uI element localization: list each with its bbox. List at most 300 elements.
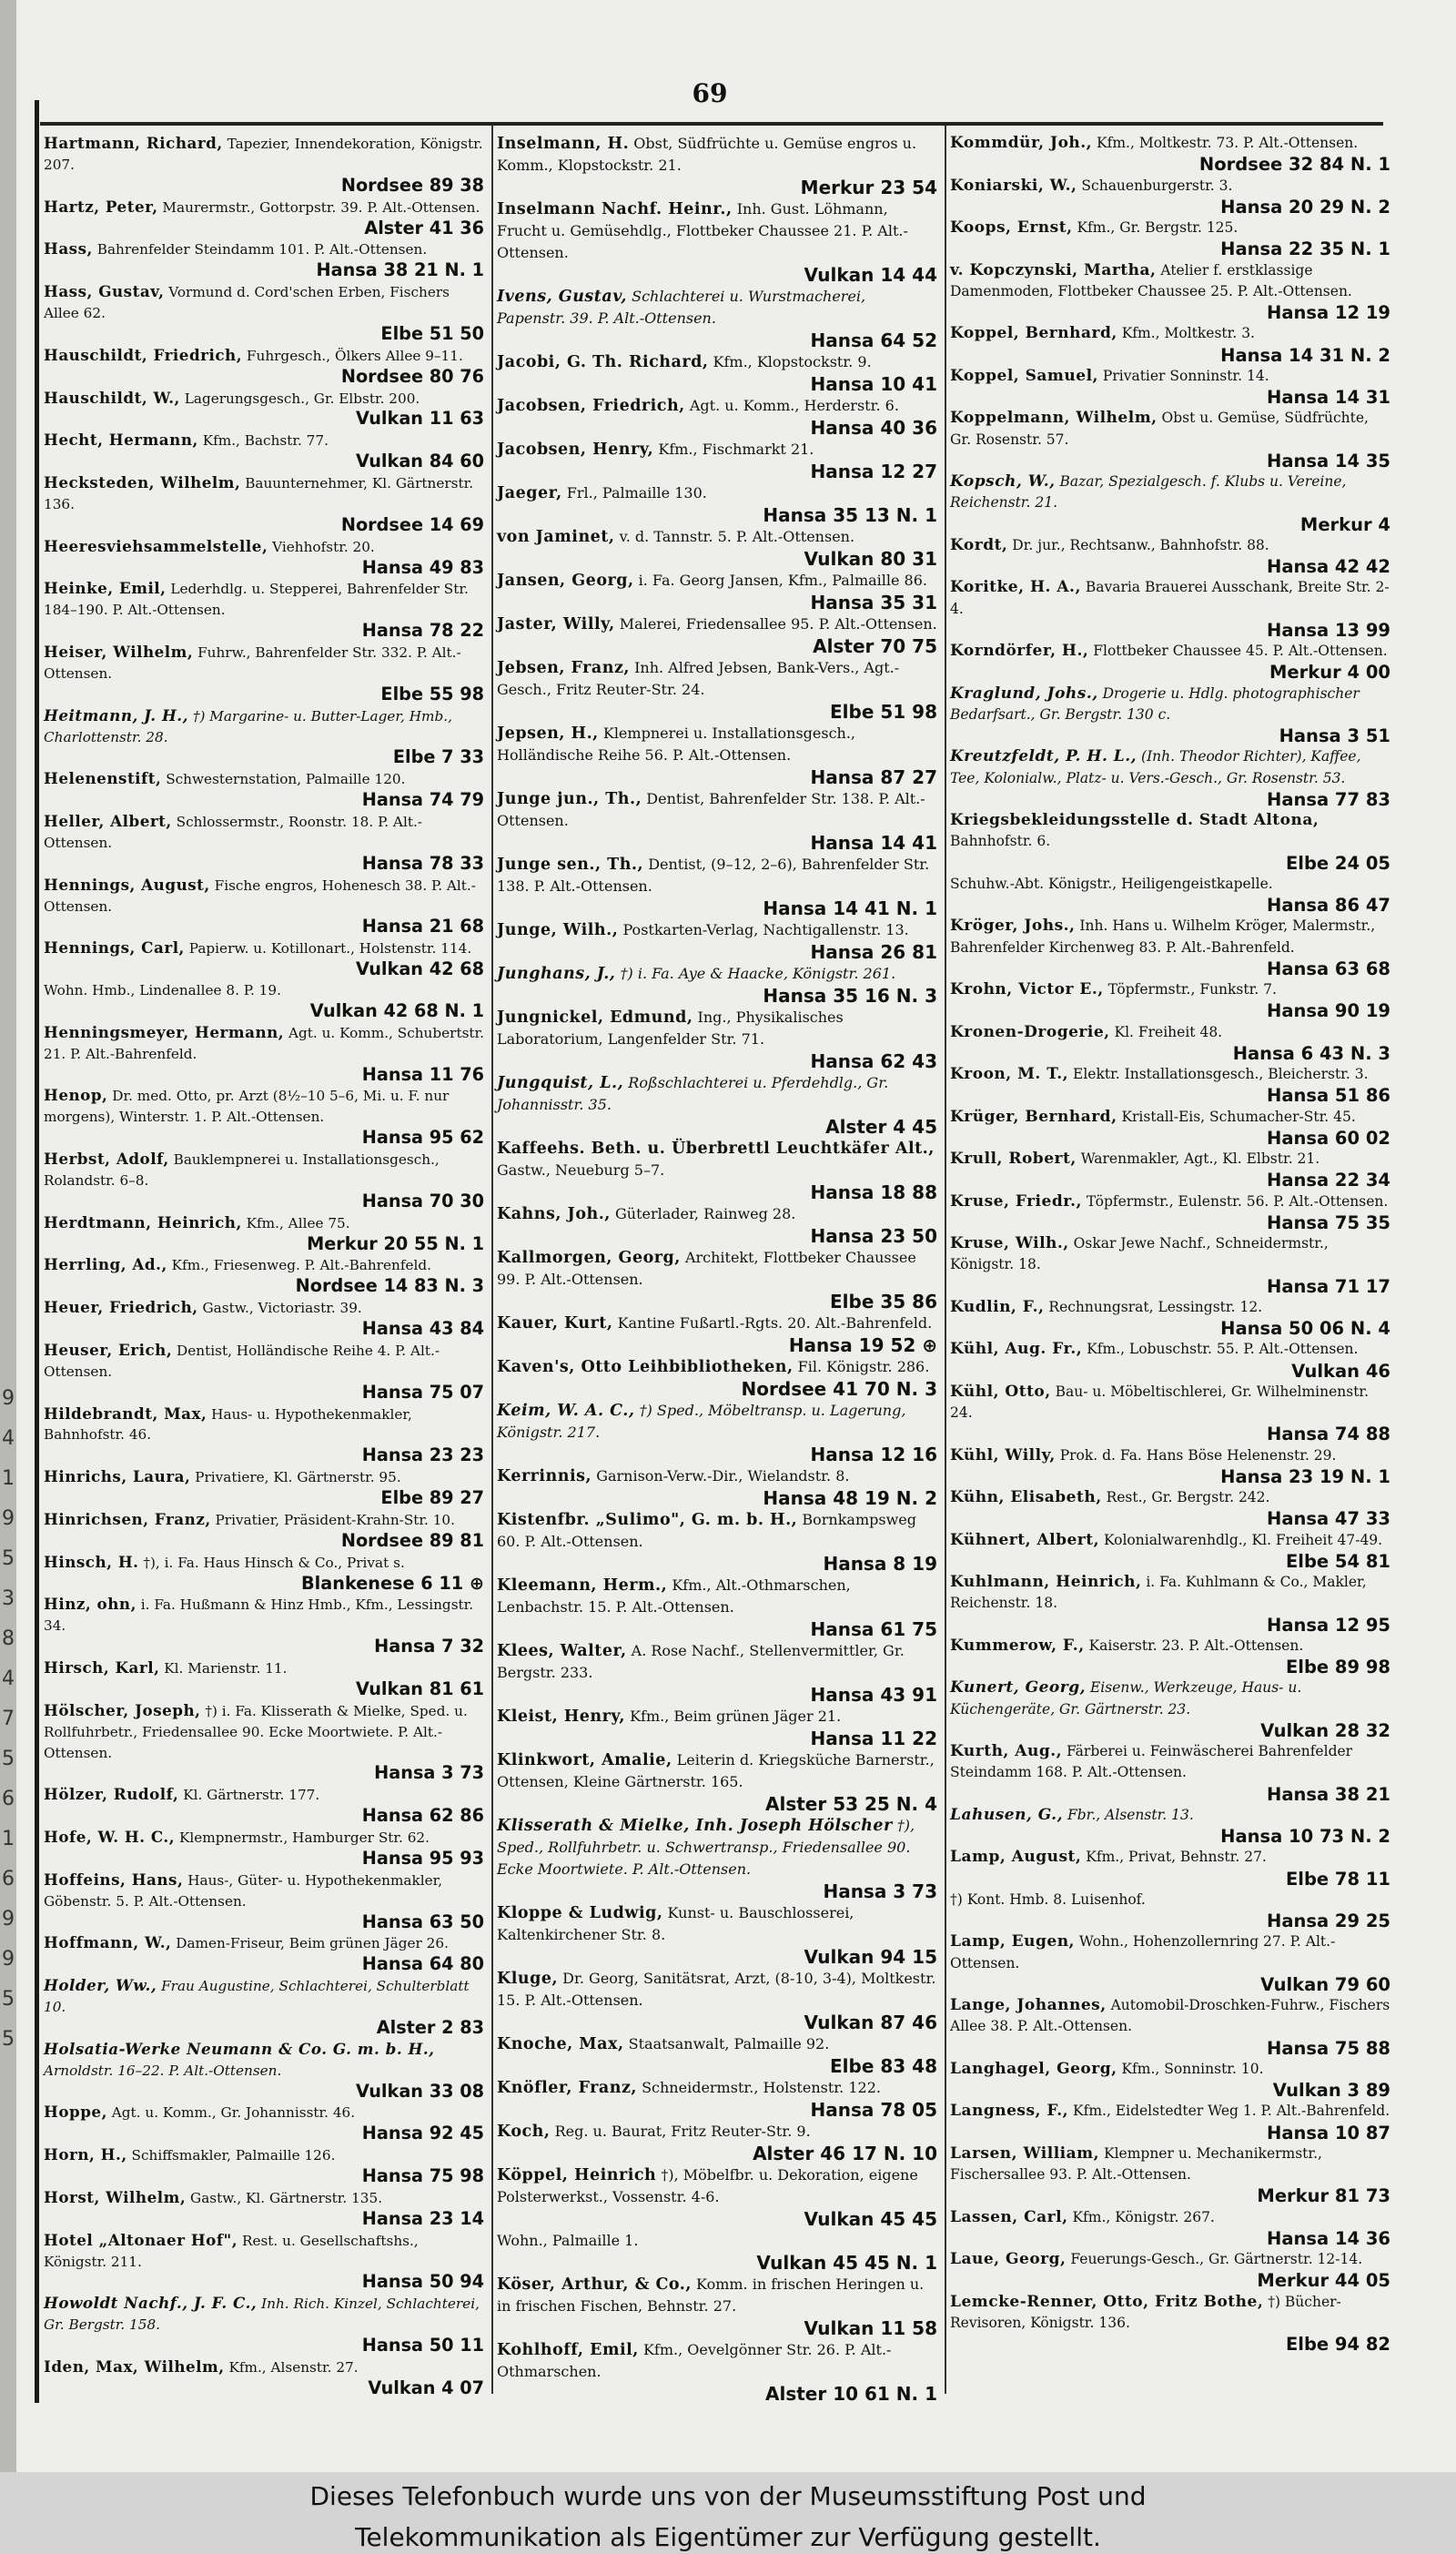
entry-phone: Hansa 43 91 bbox=[810, 1684, 937, 1706]
entry-phone: Hansa 90 19 bbox=[1267, 1000, 1390, 1022]
entry-details: Prok. d. Fa. Hans Böse Helenenstr. 29. bbox=[1059, 1446, 1337, 1464]
entry-phone: Hansa 22 34 bbox=[1267, 1170, 1390, 1191]
entry-phone: Vulkan 42 68 bbox=[356, 958, 484, 980]
entry-name: Hartmann, Richard, bbox=[44, 134, 223, 152]
entry-details: Komm. in frischen Heringen u. in frischen Fischen, Behnstr. 27. bbox=[497, 2275, 925, 2315]
entry-details: Fuhrw., Bahrenfelder Str. 332. P. Alt.-Ottensen. bbox=[44, 644, 461, 682]
entry-phone: Hansa 10 87 bbox=[1267, 2122, 1390, 2144]
entry-phone: Merkur 23 54 bbox=[800, 177, 937, 198]
directory-entry bbox=[40, 937, 495, 980]
directory-entry bbox=[40, 1254, 495, 1297]
entry-name: Knoche, Max, bbox=[497, 2035, 624, 2053]
directory-entry bbox=[40, 1022, 495, 1086]
entry-phone: Merkur 44 05 bbox=[1257, 2270, 1390, 2292]
entry-phone: Elbe 94 82 bbox=[1285, 2334, 1390, 2355]
entry-phone: Nordsee 89 38 bbox=[340, 174, 484, 196]
entry-name: Hinrichs, Laura, bbox=[44, 1467, 191, 1486]
directory-entry bbox=[40, 2144, 495, 2187]
entry-name: Heeresviehsammelstelle, bbox=[44, 536, 268, 555]
entry-name: Kahns, Joh., bbox=[497, 1205, 611, 1223]
entry-name: Junge sen., Th., bbox=[497, 856, 644, 874]
entry-details: Architekt, Flottbeker Chaussee 99. P. Alt.-Ottensen. bbox=[497, 1249, 916, 1288]
entry-details: Töpfermstr., Eulenstr. 56. P. Alt.-Ottensen. bbox=[1086, 1192, 1389, 1210]
edge-mark: 1 bbox=[2, 1828, 15, 1850]
entry-phone: Vulkan 84 60 bbox=[356, 451, 484, 472]
entry-name: Kruse, Wilh., bbox=[950, 1234, 1069, 1252]
entry-details: Kunst- u. Bauschlosserei, Kaltenkirchener Str. 8. bbox=[497, 1904, 854, 1943]
entry-name: Junge, Wilh., bbox=[497, 921, 619, 939]
entry-details: Wohn. Hmb., Lindenallee 8. P. 19. bbox=[44, 982, 281, 998]
directory-entry bbox=[493, 919, 948, 963]
entry-name: Kordt, bbox=[950, 535, 1008, 554]
entry-name: Kronen-Drogerie, bbox=[950, 1022, 1110, 1041]
entry-name: Hoffmann, W., bbox=[44, 1933, 172, 1952]
entry-name: Kaven's, Otto Leihbibliotheken, bbox=[497, 1358, 794, 1376]
entry-phone: Hansa 20 29 N. 2 bbox=[1220, 196, 1390, 218]
entry-phone: Hansa 40 36 bbox=[810, 417, 937, 439]
entry-details: Bazar, Spezialgesch. f. Klubs u. Vereine, Reichenstr. 21. bbox=[950, 473, 1347, 512]
entry-details: Schuhw.-Abt. Königstr., Heiligengeistkapelle. bbox=[950, 875, 1273, 892]
directory-entry bbox=[40, 1870, 495, 1933]
entry-phone: Hansa 61 75 bbox=[810, 1618, 937, 1640]
entry-name: Kühn, Elisabeth, bbox=[950, 1488, 1102, 1506]
directory-entry bbox=[946, 684, 1401, 747]
entry-phone: Hansa 75 35 bbox=[1267, 1211, 1390, 1233]
entry-name: Kühl, Willy, bbox=[950, 1445, 1056, 1464]
directory-entry bbox=[40, 1657, 495, 1700]
entry-phone: Hansa 48 19 N. 2 bbox=[763, 1487, 937, 1509]
entry-name: Howoldt Nachf., J. F. C., bbox=[44, 2294, 258, 2313]
entry-phone: Hansa 22 35 N. 1 bbox=[1220, 238, 1390, 260]
entry-name: Herbst, Adolf, bbox=[44, 1150, 169, 1168]
entry-phone: Vulkan 87 46 bbox=[804, 2012, 937, 2033]
entry-details: Kfm., Klopstockstr. 9. bbox=[713, 353, 872, 370]
entry-details: †) i. Fa. Aye & Haacke, Königstr. 261. bbox=[620, 965, 896, 982]
directory-entry bbox=[40, 811, 495, 875]
directory-entry bbox=[493, 723, 948, 788]
entry-details: Kfm., Sonninstr. 10. bbox=[1121, 2060, 1264, 2077]
entry-phone: Elbe 7 33 bbox=[392, 746, 484, 768]
entry-phone: Hansa 6 43 N. 3 bbox=[1232, 1042, 1390, 1064]
entry-name: Hinrichsen, Franz, bbox=[44, 1509, 211, 1528]
entry-phone: Elbe 55 98 bbox=[380, 683, 484, 704]
entry-details: Dentist, (9–12, 2–6), Bahrenfelder Str. 138. P. Alt.-Ottensen. bbox=[497, 856, 930, 895]
directory-entry bbox=[946, 1847, 1401, 1890]
entry-phone: Hansa 64 52 bbox=[810, 329, 937, 351]
entry-details: Bahnhofstr. 6. bbox=[950, 833, 1051, 850]
entry-name: Koppelmann, Wilhelm, bbox=[950, 409, 1158, 428]
entry-phone: Elbe 24 05 bbox=[1285, 852, 1390, 874]
entry-details: Damen-Friseur, Beim grünen Jäger 26. bbox=[176, 1935, 449, 1952]
entry-name: Kreutzfeldt, P. H. L., bbox=[950, 747, 1138, 766]
entry-phone: Hansa 3 51 bbox=[1279, 725, 1390, 746]
entry-name: Kröger, Johs., bbox=[950, 917, 1076, 936]
entry-phone: Hansa 13 99 bbox=[1267, 619, 1390, 641]
directory-entry bbox=[493, 1465, 948, 1509]
entry-phone: Vulkan 33 08 bbox=[356, 2080, 484, 2102]
entry-phone: Hansa 8 19 bbox=[823, 1553, 937, 1575]
edge-mark: 6 bbox=[2, 1868, 15, 1890]
entry-details: Dentist, Bahrenfelder Str. 138. P. Alt.-Ottensen. bbox=[497, 790, 925, 829]
entry-name: Lemcke-Renner, Otto, Fritz Bothe, bbox=[950, 2292, 1264, 2311]
entry-details: Färberei u. Feinwäscherei Bahrenfelder Steindamm 168. P. Alt.-Ottensen. bbox=[950, 1743, 1353, 1781]
entry-details: Kantine Fußartl.-Rgts. 20. Alt.-Bahrenfeld. bbox=[617, 1314, 933, 1332]
directory-entry bbox=[40, 536, 495, 579]
entry-phone: Vulkan 80 31 bbox=[804, 548, 937, 570]
entry-phone: Hansa 7 32 bbox=[374, 1636, 484, 1657]
entry-details: Inh. Hans u. Wilhelm Kröger, Malermstr., Bahrenfelder Kirchenweg 83. P. Alt.-Bahrenfeld. bbox=[950, 917, 1376, 956]
entry-details: †) i. Fa. Klisserath & Mielke, Sped. u. Rollfuhrbetr., Friedensallee 90. Ecke Moortwiete. P. Alt.-Ottensen. bbox=[44, 1702, 468, 1761]
directory-entry bbox=[493, 613, 948, 657]
entry-details: Kfm., Oevelgönner Str. 26. P. Alt.-Othmarschen. bbox=[497, 2341, 892, 2380]
entry-phone: Elbe 89 27 bbox=[380, 1487, 484, 1508]
entry-details: Arnoldstr. 16–22. P. Alt.-Ottensen. bbox=[44, 2062, 282, 2079]
entry-name: Krull, Robert, bbox=[950, 1150, 1077, 1168]
entry-details: Maurermstr., Gottorpstr. 39. P. Alt.-Ottensen. bbox=[162, 198, 480, 216]
directory-entry bbox=[40, 1085, 495, 1149]
entry-name: Kühl, Aug. Fr., bbox=[950, 1340, 1083, 1359]
entry-details: Lederhdlg. u. Stepperei, Bahrenfelder Str. 184–190. P. Alt.-Ottensen. bbox=[44, 581, 469, 619]
entry-name: Jaster, Willy, bbox=[497, 615, 615, 633]
entry-details: Dr. Georg, Sanitätsrat, Arzt, (8-10, 3-4), Moltkestr. 15. P. Alt.-Ottensen. bbox=[497, 1970, 936, 2009]
entry-phone: Merkur 81 73 bbox=[1257, 2185, 1390, 2207]
directory-entry bbox=[493, 439, 948, 482]
entry-name: Koops, Ernst, bbox=[950, 218, 1073, 237]
directory-entry bbox=[40, 875, 495, 938]
directory-entry bbox=[946, 1995, 1401, 2059]
entry-phone: Hansa 10 73 N. 2 bbox=[1220, 1826, 1390, 1847]
entry-name: Krohn, Victor E., bbox=[950, 980, 1104, 998]
directory-entry bbox=[493, 1356, 948, 1400]
entry-details: v. d. Tannstr. 5. P. Alt.-Ottensen. bbox=[619, 528, 855, 545]
directory-entry bbox=[493, 788, 948, 854]
directory-entry bbox=[40, 578, 495, 642]
entry-details: Elektr. Installationsgesch., Bleicherstr. 3. bbox=[1073, 1066, 1369, 1082]
entry-phone: Hansa 11 76 bbox=[361, 1063, 484, 1085]
directory-entry bbox=[493, 395, 948, 439]
entry-phone: Alster 4 45 bbox=[825, 1116, 937, 1138]
entry-name: Kudlin, F., bbox=[950, 1297, 1045, 1316]
directory-entry bbox=[493, 1509, 948, 1575]
entry-details: Bauunternehmer, Kl. Gärtnerstr. 136. bbox=[44, 475, 474, 512]
entry-name: Hölzer, Rudolf, bbox=[44, 1785, 179, 1804]
entry-details: †) Bücher-Revisoren, Königstr. 136. bbox=[950, 2293, 1341, 2331]
directory-entry bbox=[946, 1107, 1401, 1150]
entry-details: Kfm., Königstr. 267. bbox=[1072, 2208, 1215, 2225]
header-rule bbox=[40, 122, 1383, 126]
entry-name: Koniarski, W., bbox=[950, 176, 1077, 195]
entry-name: Keim, W. A. C., bbox=[497, 1402, 635, 1420]
entry-details: Dentist, Holländische Reihe 4. P. Alt.-Ottensen. bbox=[44, 1342, 440, 1380]
entry-details: Postkarten-Verlag, Nachtigallenstr. 13. bbox=[622, 921, 909, 938]
entry-name: Koppel, Samuel, bbox=[950, 366, 1098, 385]
directory-entry bbox=[493, 1138, 948, 1203]
entry-name: Lassen, Carl, bbox=[950, 2207, 1068, 2226]
entry-phone: Hansa 75 07 bbox=[361, 1381, 484, 1403]
entry-details: Schauenburgerstr. 3. bbox=[1081, 177, 1233, 194]
entry-details: Gastw., Neueburg 5–7. bbox=[497, 1161, 665, 1179]
entry-name: Jacobi, G. Th. Richard, bbox=[497, 353, 709, 371]
entry-name: Kommdür, Joh., bbox=[950, 134, 1093, 152]
entry-details: Kfm., Moltkestr. 73. P. Alt.-Ottensen. bbox=[1097, 135, 1359, 151]
entry-details: Schneidermstr., Holstenstr. 122. bbox=[642, 2079, 881, 2096]
entry-phone: Hansa 14 41 bbox=[810, 832, 937, 854]
directory-entry bbox=[493, 2339, 948, 2405]
entry-name: Kleemann, Herm., bbox=[497, 1576, 668, 1595]
entry-details: Kfm., Gr. Bergstr. 125. bbox=[1077, 219, 1239, 236]
entry-phone: Vulkan 3 89 bbox=[1272, 2080, 1390, 2101]
entry-phone: Hansa 78 05 bbox=[810, 2099, 937, 2121]
entry-details: Frl., Palmaille 130. bbox=[566, 484, 707, 502]
edge-mark: 9 bbox=[2, 1387, 15, 1410]
entry-name: Heiser, Wilhelm, bbox=[44, 643, 194, 661]
entry-phone: Vulkan 4 07 bbox=[368, 2377, 484, 2398]
entry-name: Lange, Johannes, bbox=[950, 1996, 1107, 2014]
entry-details: i. Fa. Kuhlmann & Co., Makler, Reichenstr. 18. bbox=[950, 1574, 1367, 1612]
entry-phone: Vulkan 45 45 bbox=[804, 2208, 937, 2230]
directory-entry bbox=[946, 408, 1401, 471]
entry-phone: Alster 46 17 N. 10 bbox=[753, 2143, 937, 2164]
directory-entry bbox=[40, 1594, 495, 1657]
entry-name: Hinz, ohn, bbox=[44, 1595, 136, 1614]
entry-details: Kfm., Allee 75. bbox=[246, 1214, 350, 1231]
entry-details: †) Margarine- u. Butter-Lager, Hmb., Charlottenstr. 28. bbox=[44, 707, 452, 745]
entry-phone: Hansa 29 25 bbox=[1267, 1910, 1390, 1931]
directory-entry bbox=[40, 1784, 495, 1827]
entry-details: Privatiere, Kl. Gärtnerstr. 95. bbox=[195, 1469, 401, 1486]
entry-name: Henningsmeyer, Hermann, bbox=[44, 1022, 285, 1041]
directory-entry bbox=[946, 1572, 1401, 1636]
entry-name: Hartz, Peter, bbox=[44, 197, 158, 216]
directory-entry bbox=[493, 963, 948, 1007]
entry-details: Papierw. u. Kotillonart., Holstenstr. 114. bbox=[188, 940, 472, 958]
entry-name: Holsatia-Werke Neumann & Co. G. m. b. H., bbox=[44, 2039, 435, 2058]
entry-details: Agt. u. Komm., Gr. Johannisstr. 46. bbox=[111, 2104, 356, 2122]
entry-details: Schiffsmakler, Palmaille 126. bbox=[131, 2147, 336, 2164]
entry-name: Hoffeins, Hans, bbox=[44, 1870, 184, 1889]
entry-name: Jungquist, L., bbox=[497, 1074, 624, 1092]
entry-name: Hirsch, Karl, bbox=[44, 1658, 160, 1677]
directory-entry bbox=[946, 1149, 1401, 1191]
entry-details: Schlossermstr., Roonstr. 18. P. Alt.-Ottensen. bbox=[44, 814, 422, 851]
entry-details: Klempnermstr., Hamburger Str. 62. bbox=[178, 1829, 430, 1846]
directory-entry bbox=[493, 1968, 948, 2033]
entry-phone: Elbe 83 48 bbox=[830, 2055, 937, 2077]
entry-details: Lagerungsgesch., Gr. Elbstr. 200. bbox=[184, 390, 420, 407]
entry-name: Jansen, Georg, bbox=[497, 572, 634, 590]
entry-name: Jacobsen, Henry, bbox=[497, 441, 654, 459]
entry-phone: Hansa 78 22 bbox=[361, 620, 484, 642]
entry-phone: Alster 53 25 N. 4 bbox=[765, 1793, 937, 1815]
directory-entry bbox=[40, 430, 495, 472]
entry-details: Kristall-Eis, Schumacher-Str. 45. bbox=[1121, 1108, 1356, 1125]
directory-entry bbox=[40, 281, 495, 345]
edge-mark: 8 bbox=[2, 1627, 15, 1650]
directory-entry bbox=[946, 218, 1401, 260]
directory-entry bbox=[493, 1312, 948, 1356]
directory-entry bbox=[40, 238, 495, 281]
entry-phone: Elbe 35 86 bbox=[830, 1291, 937, 1312]
entry-phone: Elbe 89 98 bbox=[1285, 1657, 1390, 1677]
entry-details: (Inh. Theodor Richter), Kaffee, Tee, Kolonialw., Platz- u. Vers.-Gesch., Gr. Rosenstr. 53. bbox=[950, 748, 1361, 786]
directory-entry bbox=[946, 1022, 1401, 1065]
entry-phone: Vulkan 46 bbox=[1291, 1360, 1390, 1382]
entry-phone: Hansa 49 83 bbox=[361, 556, 484, 578]
entry-details: Inh. Rich. Kinzel, Schlachterei, Gr. Bergstr. 158. bbox=[44, 2296, 480, 2334]
entry-details: Frau Augustine, Schlachterei, Schulterblatt 10. bbox=[44, 1978, 470, 2015]
directory-entry bbox=[40, 2293, 495, 2356]
entry-details: Fbr., Alsenstr. 13. bbox=[1067, 1806, 1194, 1823]
entry-name: Henop, bbox=[44, 1086, 108, 1105]
entry-phone: Merkur 4 00 bbox=[1269, 662, 1390, 684]
entry-name: Koritke, H. A., bbox=[950, 578, 1081, 597]
entry-details: Staatsanwalt, Palmaille 92. bbox=[628, 2035, 830, 2052]
footer-line-1: Dieses Telefonbuch wurde uns von der Museumsstiftung Post und bbox=[309, 2481, 1147, 2511]
directory-entry bbox=[946, 1890, 1401, 1932]
directory-entry bbox=[493, 2274, 948, 2339]
directory-entry bbox=[946, 577, 1401, 641]
entry-name: Kuhlmann, Heinrich, bbox=[950, 1573, 1142, 1591]
entry-phone: Hansa 35 13 N. 1 bbox=[763, 504, 937, 526]
entry-name: Jacobsen, Friedrich, bbox=[497, 397, 685, 415]
entry-phone: Hansa 86 47 bbox=[1267, 895, 1390, 916]
directory-entry bbox=[40, 2039, 495, 2103]
directory-entry bbox=[40, 1340, 495, 1404]
directory-entry bbox=[493, 1575, 948, 1640]
directory-entry bbox=[40, 1700, 495, 1785]
entry-details: Inh. Gust. Löhmann, Frucht u. Gemüsehdlg., Flottbeker Chaussee 21. P. Alt.-Ottensen. bbox=[497, 200, 908, 261]
directory-entry bbox=[493, 1072, 948, 1138]
entry-phone: Hansa 42 42 bbox=[1267, 556, 1390, 577]
edge-mark: 4 bbox=[2, 1427, 15, 1450]
directory-entry bbox=[493, 854, 948, 919]
directory-entry bbox=[40, 642, 495, 705]
page-binding-edge bbox=[0, 0, 16, 2472]
directory-entry bbox=[40, 1212, 495, 1255]
directory-entry bbox=[493, 198, 948, 286]
entry-details: Oskar Jewe Nachf., Schneidermstr., Königstr. 18. bbox=[950, 1235, 1329, 1273]
directory-entry bbox=[493, 2033, 948, 2077]
directory-entry bbox=[946, 323, 1401, 366]
entry-phone: Hansa 12 27 bbox=[810, 461, 937, 482]
directory-entry bbox=[493, 2230, 948, 2274]
directory-entry bbox=[946, 2292, 1401, 2356]
entry-details: Roßschlachterei u. Pferdehdlg., Gr. Johannisstr. 35. bbox=[497, 1074, 889, 1113]
entry-name: Kruse, Friedr., bbox=[950, 1191, 1082, 1211]
directory-entry bbox=[40, 1509, 495, 1552]
entry-name: Kloppe & Ludwig, bbox=[497, 1904, 663, 1922]
entry-name: Hölscher, Joseph, bbox=[44, 1700, 201, 1719]
directory-entry bbox=[946, 1530, 1401, 1573]
directory-entry bbox=[493, 657, 948, 723]
page-number: 69 bbox=[692, 78, 728, 108]
entry-name: Hotel „Altonaer Hof", bbox=[44, 2230, 238, 2249]
entry-phone: Hansa 51 86 bbox=[1267, 1085, 1390, 1107]
directory-entry bbox=[40, 2230, 495, 2294]
entry-details: Automobil-Droschken-Fuhrw., Fischers Allee 38. P. Alt.-Ottensen. bbox=[950, 1997, 1390, 2035]
directory-entry bbox=[946, 1445, 1401, 1488]
entry-phone: Nordsee 14 69 bbox=[340, 513, 484, 535]
edge-mark: 9 bbox=[2, 1948, 15, 1971]
entry-details: Kl. Marienstr. 11. bbox=[164, 1660, 288, 1677]
directory-entry bbox=[946, 1339, 1401, 1382]
entry-details: Bahrenfelder Steindamm 101. P. Alt.-Ottensen. bbox=[96, 241, 428, 258]
entry-details: Kfm., Moltkestr. 3. bbox=[1121, 325, 1255, 342]
entry-name: Holder, Ww., bbox=[44, 1976, 157, 1995]
entry-details: Bornkampsweg 60. P. Alt.-Ottensen. bbox=[497, 1511, 916, 1550]
entry-details: Feuerungs-Gesch., Gr. Gärtnerstr. 12-14. bbox=[1070, 2251, 1363, 2267]
directory-entry bbox=[946, 874, 1401, 917]
entry-name: Langness, F., bbox=[950, 2102, 1069, 2121]
entry-details: †), i. Fa. Haus Hinsch & Co., Privat s. bbox=[143, 1554, 405, 1571]
entry-name: Junge jun., Th., bbox=[497, 790, 642, 808]
entry-details: Kolonialwarenhdlg., Kl. Freiheit 47-49. bbox=[1103, 1531, 1383, 1548]
entry-name: Ivens, Gustav, bbox=[497, 288, 628, 306]
directory-entry bbox=[40, 705, 495, 769]
entry-phone: Hansa 10 41 bbox=[810, 373, 937, 395]
edge-mark: 9 bbox=[2, 1507, 15, 1530]
entry-details: Klempner u. Mechanikermstr., Fischersallee 93. P. Alt.-Ottensen. bbox=[950, 2144, 1322, 2183]
entry-details: Fische engros, Hohenesch 38. P. Alt.-Ottensen. bbox=[44, 877, 476, 915]
entry-phone: Hansa 70 30 bbox=[361, 1190, 484, 1211]
entry-phone: Hansa 47 33 bbox=[1267, 1508, 1390, 1530]
entry-name: Kaffeehs. Beth. u. Überbrettl Leuchtkäfer Alt., bbox=[497, 1140, 935, 1158]
directory-entry bbox=[493, 286, 948, 351]
directory-entry bbox=[40, 2356, 495, 2399]
entry-details: Eisenw., Werkzeuge, Haus- u. Küchengeräte, Gr. Gärtnerstr. 23. bbox=[950, 1679, 1302, 1718]
entry-name: Hildebrandt, Max, bbox=[44, 1404, 207, 1423]
entry-name: Jebsen, Franz, bbox=[497, 659, 630, 677]
entry-name: Hass, bbox=[44, 239, 93, 258]
directory-entry bbox=[946, 746, 1401, 810]
entry-phone: Hansa 50 11 bbox=[361, 2335, 484, 2356]
entry-phone: Hansa 60 02 bbox=[1267, 1127, 1390, 1149]
entry-phone: Merkur 4 bbox=[1299, 513, 1390, 535]
entry-details: Kfm., Privat, Behnstr. 27. bbox=[1086, 1849, 1267, 1866]
directory-entry bbox=[946, 471, 1401, 535]
entry-details: Atelier f. erstklassige Damenmoden, Flottbeker Chaussee 25. P. Alt.-Ottensen. bbox=[950, 261, 1352, 299]
entry-details: Rest., Gr. Bergstr. 242. bbox=[1106, 1489, 1270, 1505]
entry-phone: Hansa 14 31 N. 2 bbox=[1220, 344, 1390, 366]
entry-details: Inh. Alfred Jebsen, Bank-Vers., Agt.-Gesch., Fritz Reuter-Str. 24. bbox=[497, 659, 900, 698]
entry-details: i. Fa. Hußmann & Hinz Hmb., Kfm., Lessingstr. 34. bbox=[44, 1596, 474, 1635]
entry-details: Fil. Königstr. 286. bbox=[797, 1358, 930, 1375]
entry-phone: Hansa 3 73 bbox=[823, 1880, 937, 1902]
entry-phone: Elbe 51 98 bbox=[830, 701, 937, 723]
entry-details: Garnison-Verw.-Dir., Wielandstr. 8. bbox=[596, 1467, 850, 1485]
edge-mark: 5 bbox=[2, 2028, 15, 2051]
entry-name: Hauschildt, Friedrich, bbox=[44, 345, 243, 364]
entry-details: Kfm., Alsenstr. 27. bbox=[228, 2358, 359, 2376]
entry-details: Dr. med. Otto, pr. Arzt (8½–10 5–6, Mi. u. F. nur morgens), Winterstr. 1. P. Alt.-Ottensen. bbox=[44, 1088, 450, 1126]
entry-details: Privatier Sonninstr. 14. bbox=[1102, 367, 1269, 384]
entry-phone: Vulkan 28 32 bbox=[1260, 1719, 1390, 1741]
entry-details: Tapezier, Innendekoration, Königstr. 207. bbox=[44, 136, 483, 173]
entry-name: Jaeger, bbox=[497, 484, 562, 502]
entry-name: Köser, Arthur, & Co., bbox=[497, 2275, 692, 2294]
entry-details: Kl. Gärtnerstr. 177. bbox=[183, 1787, 320, 1804]
entry-phone: Hansa 23 19 N. 1 bbox=[1220, 1465, 1390, 1487]
directory-entry bbox=[946, 916, 1401, 979]
directory-entry bbox=[946, 2249, 1401, 2292]
entry-name: Hofe, W. H. C., bbox=[44, 1828, 176, 1846]
entry-phone: Hansa 14 31 bbox=[1267, 387, 1390, 408]
directory-entry bbox=[40, 1466, 495, 1509]
entry-phone: Hansa 74 88 bbox=[1267, 1424, 1390, 1445]
directory-entry bbox=[493, 570, 948, 613]
entry-details: Rechnungsrat, Lessingstr. 12. bbox=[1048, 1298, 1263, 1315]
entry-phone: Nordsee 89 81 bbox=[340, 1529, 484, 1551]
